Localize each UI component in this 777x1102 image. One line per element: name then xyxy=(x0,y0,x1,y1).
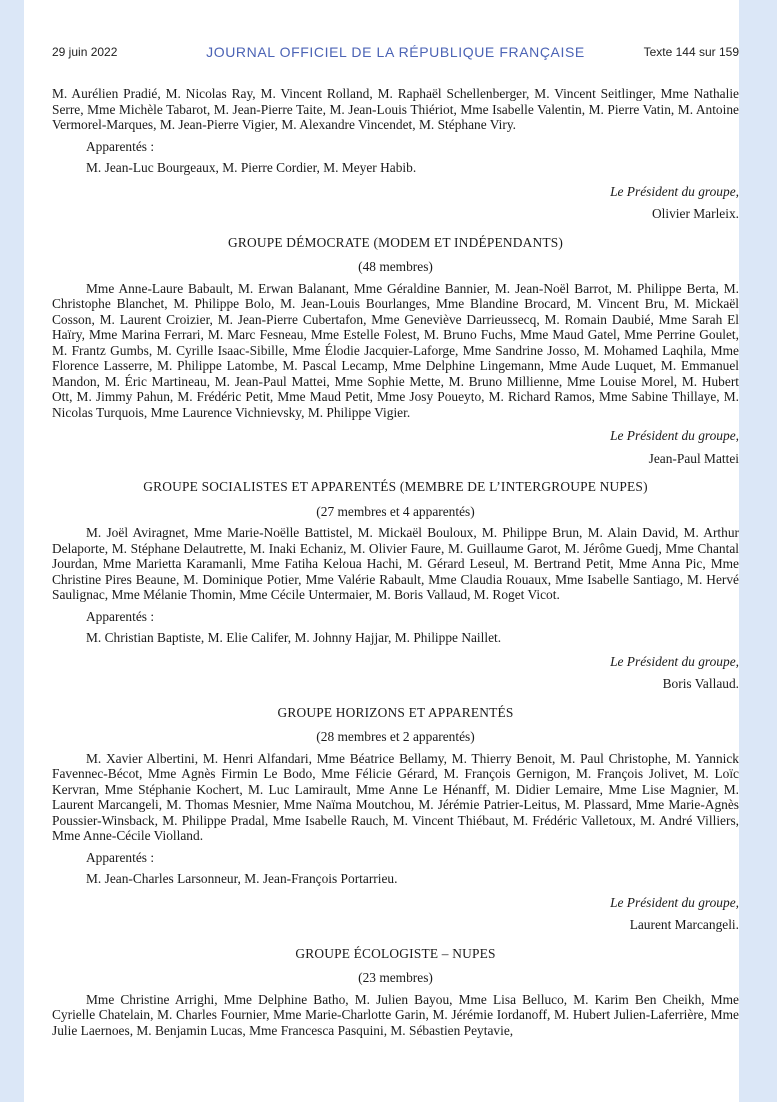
document-page xyxy=(24,0,739,1102)
president-label: Le Président du groupe, xyxy=(610,183,739,199)
left-margin-bar xyxy=(0,0,24,1102)
group-title: GROUPE SOCIALISTES ET APPARENTÉS (MEMBRE DE L’INTERGROUPE NUPES) xyxy=(143,479,648,494)
group-title: GROUPE ÉCOLOGISTE – NUPES xyxy=(295,945,496,961)
apparentes-label: Apparentés : xyxy=(86,138,155,154)
members-paragraph: M. Joël Aviragnet, Mme Marie-Noëlle Battistel, M. Mickaël Bouloux, M. Philippe Brun, M. Alain David, M. Arthur Delaporte, M. Stéphane Delautrette, M. Inaki Echaniz, M. Olivier Faure, M. Guillaume Garot, M. Jérôme Guedj, Mme Chantal Jourdan, Mme Marietta Karamanli, Mme Fatiha Keloua Hachi, M. Gérard Leseul, M. Bertrand Petit, Mme Anna Pic, Mme Christine Pires Beaune, M. Dominique Potier, Mme Valérie Rabault, Mme Claudia Rouaux, Mme Isabelle Santiago, M. Hervé Saulignac, Mme Mélanie Thomin, Mme Cécile Untermaier, M. Boris Vallaud, M. Roget Vicot. xyxy=(52,525,739,602)
president-name: Olivier Marleix. xyxy=(651,206,739,221)
apparentes-label: Apparentés : xyxy=(86,608,155,624)
president-signature xyxy=(52,895,739,933)
group-count: (28 membres et 2 apparentés) xyxy=(316,729,475,744)
president-signature xyxy=(52,428,739,466)
page-header xyxy=(52,44,739,64)
group-count: (48 membres) xyxy=(358,259,433,274)
apparentes-list: M. Christian Baptiste, M. Elie Califer, M. Johnny Hajjar, M. Philippe Naillet. xyxy=(86,630,502,645)
apparentes-list: M. Jean-Charles Larsonneur, M. Jean-François Portarrieu. xyxy=(86,871,398,886)
president-label: Le Président du groupe, xyxy=(610,428,739,443)
group-count: (23 membres) xyxy=(358,970,433,985)
president-signature xyxy=(52,184,739,222)
president-name: Boris Vallaud. xyxy=(662,676,739,691)
apparentes-label: Apparentés : xyxy=(86,849,155,865)
header-date: 29 juin 2022 xyxy=(52,45,118,59)
president-signature xyxy=(52,654,739,692)
group-title: GROUPE DÉMOCRATE (MODEM ET INDÉPENDANTS) xyxy=(227,234,564,250)
members-paragraph: Mme Christine Arrighi, Mme Delphine Batho, M. Julien Bayou, Mme Lisa Belluco, M. Karim Ben Cheikh, Mme Cyrielle Chatelain, M. Charles Fournier, Mme Marie-Charlotte Garin, M. Jérémie Iordanoff, M. Hubert Julien-Laferrière, Mme Julie Laernoes, M. Benjamin Lucas, Mme Francesca Pasquini, M. Sébastien Peytavie, xyxy=(52,991,739,1038)
president-label: Le Président du groupe, xyxy=(610,653,739,669)
apparentes-list: M. Jean-Luc Bourgeaux, M. Pierre Cordier, M. Meyer Habib. xyxy=(86,160,417,175)
right-margin-bar xyxy=(739,0,777,1102)
members-paragraph: Mme Anne-Laure Babault, M. Erwan Balanant, Mme Géraldine Bannier, M. Jean-Noël Barrot, M. Philippe Berta, M. Christophe Blanchet, M. Philippe Bolo, M. Jean-Louis Bourlanges, Mme Blandine Brocard, M. Vincent Bru, M. Mickaël Cosson, M. Laurent Croizier, M. Jean-Pierre Cubertafon, Mme Geneviève Darrieussecq, M. Romain Daubié, Mme Sarah El Haïry, Mme Marina Ferrari, M. Marc Fesneau, Mme Estelle Folest, M. Bruno Fuchs, Mme Maud Gatel, Mme Perrine Goulet, M. Frantz Gumbs, M. Cyrille Isaac-Sibille, Mme Élodie Jacquier-Laforge, Mme Sandrine Josso, M. Mohamed Laqhila, Mme Florence Lasserre, M. Philippe Latombe, M. Pascal Lecamp, Mme Delphine Lingemann, Mme Aude Luquet, M. Emmanuel Mandon, M. Éric Martineau, M. Jean-Paul Mattei, Mme Sophie Mette, M. Bruno Millienne, Mme Louise Morel, M. Hubert Ott, M. Jimmy Pahun, M. Frédéric Petit, Mme Maud Petit, Mme Josy Poueyto, M. Richard Ramos, Mme Sabine Thillaye, M. Nicolas Turquois, Mme Laurence Vichnievsky, M. Philippe Vigier. xyxy=(52,280,739,420)
president-name: Laurent Marcangeli. xyxy=(629,917,739,932)
header-journal-title: JOURNAL OFFICIEL DE LA RÉPUBLIQUE FRANÇAISE xyxy=(206,44,585,60)
group-title: GROUPE HORIZONS ET APPARENTÉS xyxy=(277,704,514,720)
members-paragraph: M. Aurélien Pradié, M. Nicolas Ray, M. Vincent Rolland, M. Raphaël Schellenberger, M. Vincent Seitlinger, Mme Nathalie Serre, Mme Michèle Tabarot, M. Jean-Pierre Taite, M. Jean-Louis Thiériot, Mme Isabelle Valentin, M. Pierre Vatin, M. Antoine Vermorel-Marques, M. Jean-Pierre Vigier, M. Alexandre Vincendet, M. Stéphane Viry. xyxy=(52,86,739,132)
president-label: Le Président du groupe, xyxy=(610,894,739,910)
header-text-reference: Texte 144 sur 159 xyxy=(643,45,739,59)
president-name: Jean-Paul Mattei xyxy=(648,450,739,466)
group-count: (27 membres et 4 apparentés) xyxy=(316,503,475,519)
document-body xyxy=(52,86,739,1038)
members-paragraph: M. Xavier Albertini, M. Henri Alfandari, Mme Béatrice Bellamy, M. Thierry Benoit, M. Paul Christophe, M. Yannick Favennec-Bécot, Mme Agnès Firmin Le Bodo, Mme Félicie Gérard, M. François Gernigon, M. François Jolivet, M. Loïc Kervran, Mme Stéphanie Kochert, M. Luc Lamirault, Mme Anne Le Hénanff, M. Didier Lemaire, Mme Lise Magnier, M. Laurent Marcangeli, M. Thomas Mesnier, Mme Naïma Moutchou, M. Jérémie Patrier-Leitus, M. Plassard, Mme Marie-Agnès Poussier-Winsback, M. Philippe Pradal, Mme Isabelle Rauch, M. Vincent Thiébaut, M. Frédéric Valletoux, M. André Villiers, Mme Anne-Cécile Violland. xyxy=(52,750,739,843)
